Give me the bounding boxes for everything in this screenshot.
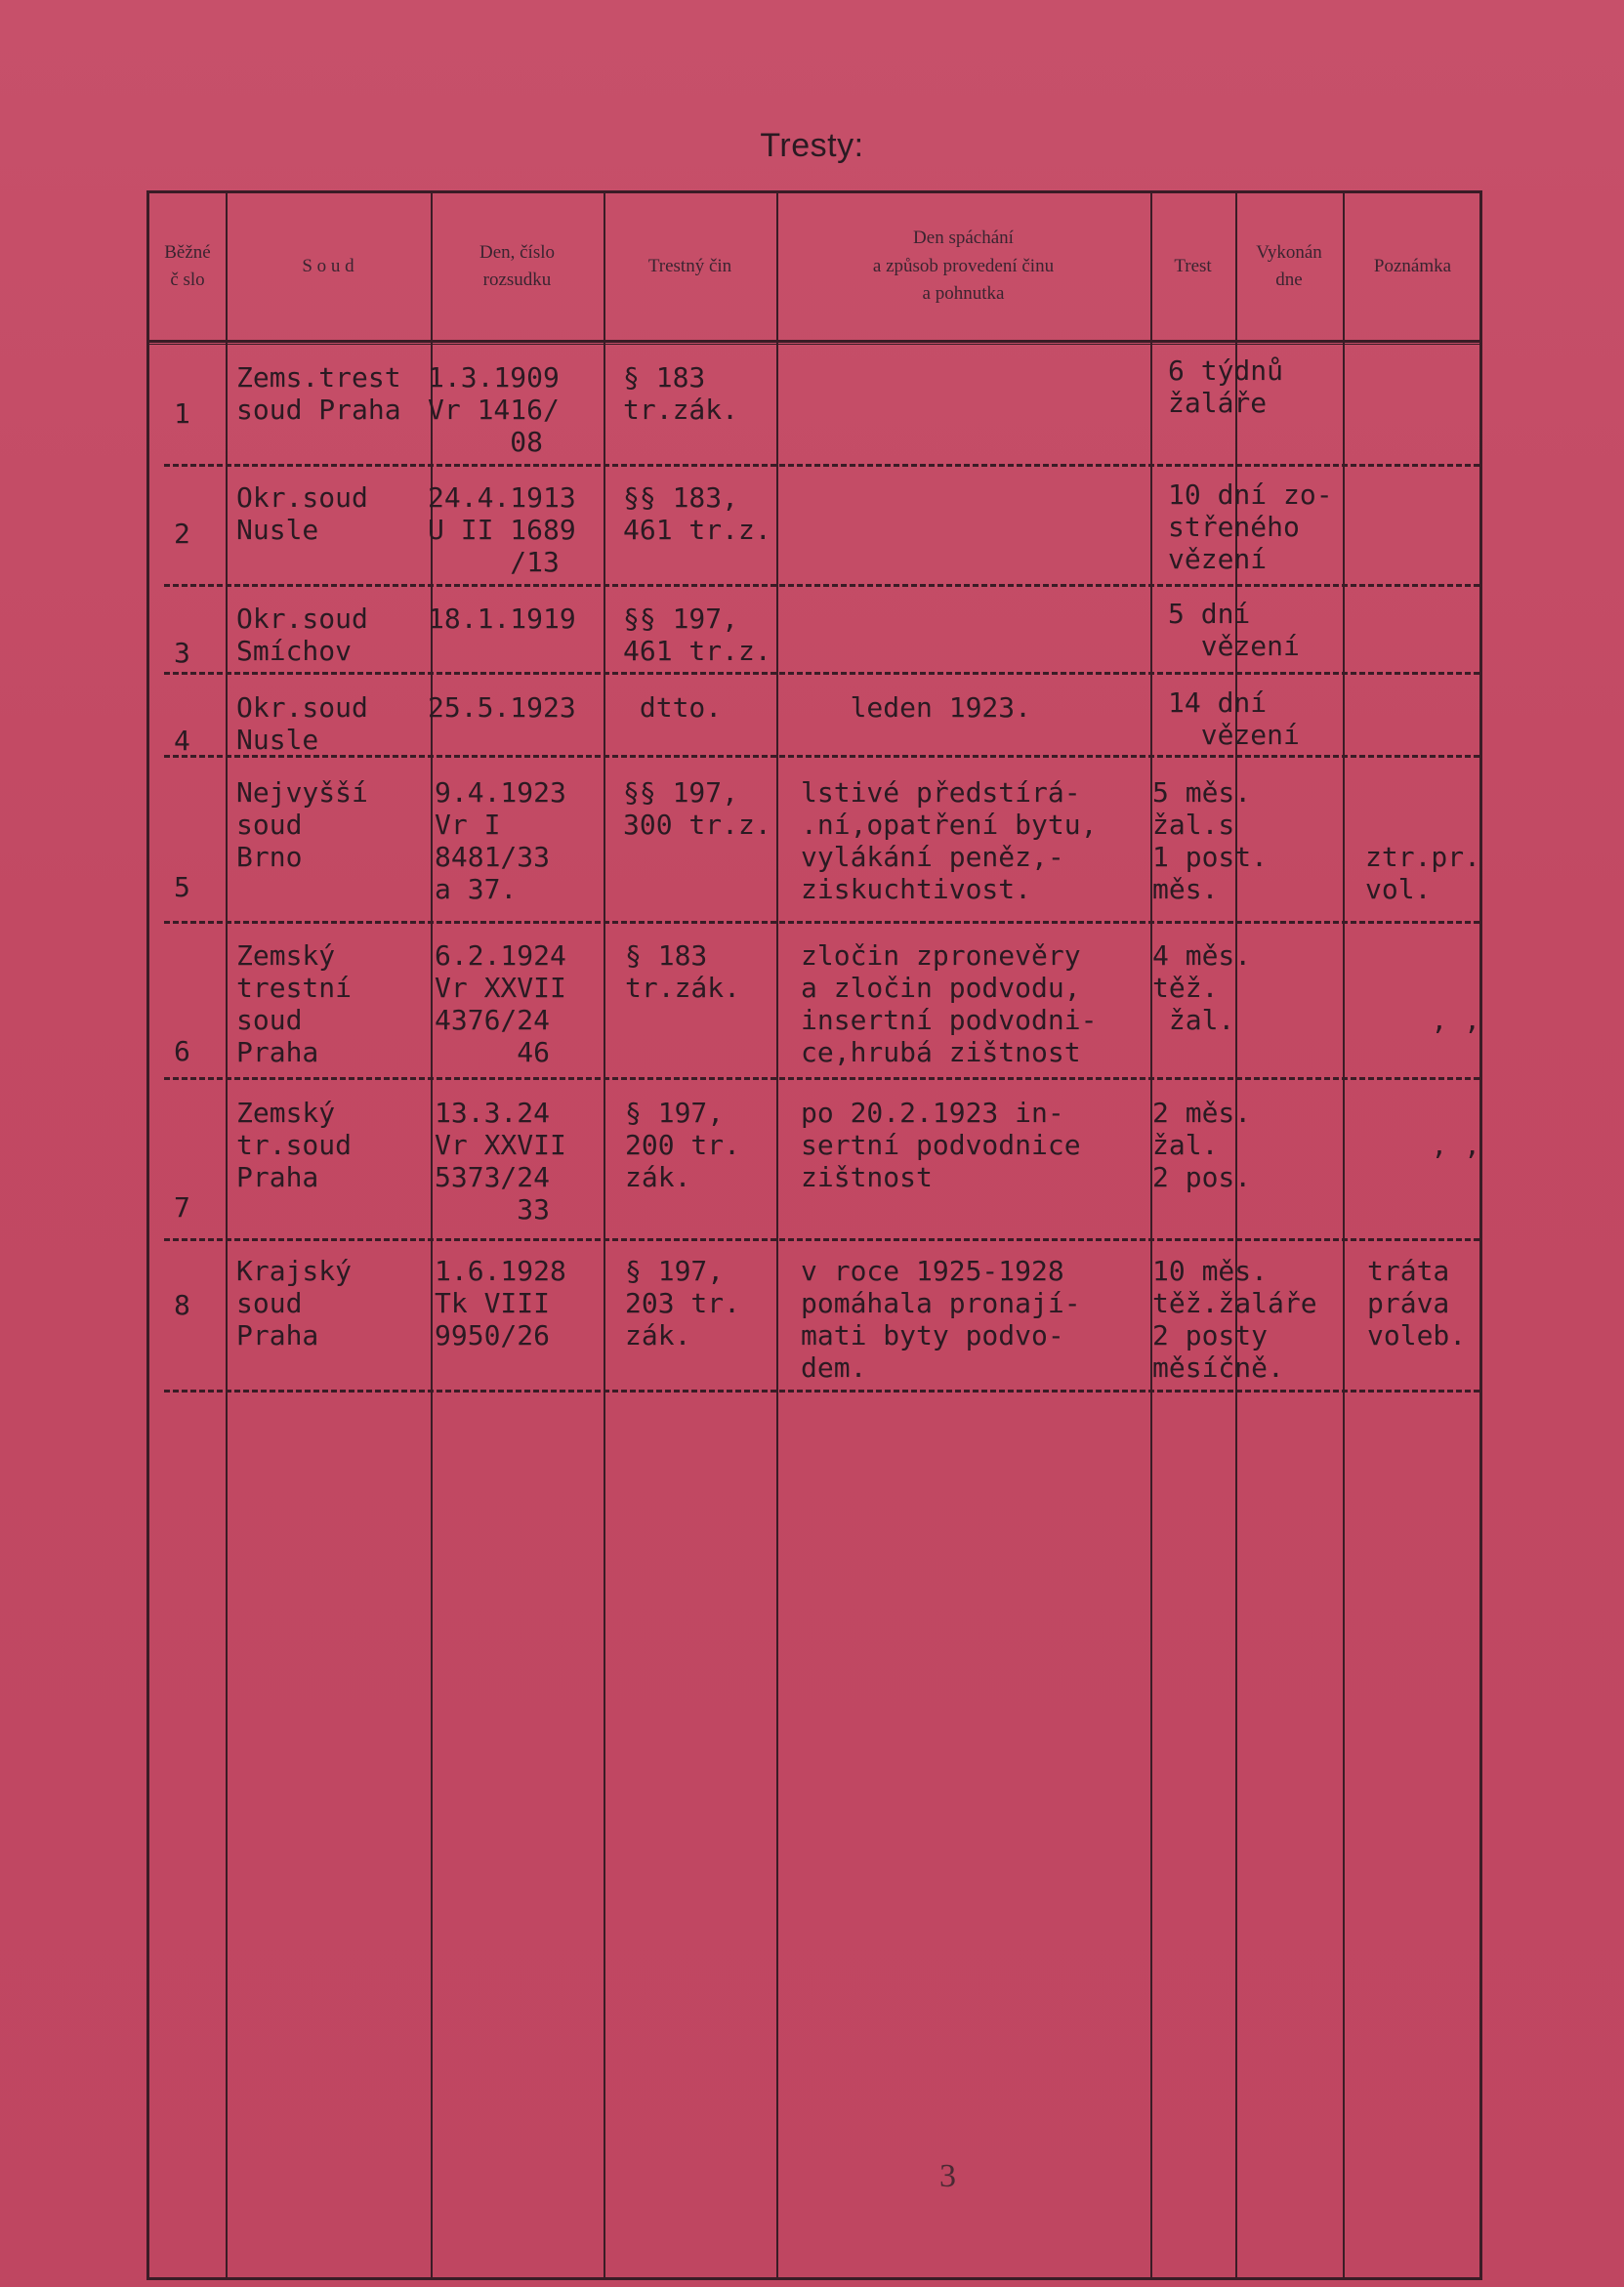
cell-zpusob: lstivé předstírá- .ní,opatření bytu, vylákání peněz,- ziskuchtivost.: [801, 776, 1098, 905]
cell-zpusob: leden 1923.: [801, 691, 1032, 724]
cell-trestny-cin: § 197, 203 tr. zák.: [625, 1255, 741, 1351]
header-den-spachani: Den spáchání a způsob provedení činu a pohnutka: [872, 228, 1055, 305]
cell-den-rozsudku: 18.1.1919: [428, 603, 576, 635]
row-separator: [164, 584, 1479, 587]
page-title: Tresty:: [760, 127, 864, 164]
cell-poznamka: tráta práva voleb.: [1367, 1255, 1467, 1351]
header-soud: S o u d: [302, 255, 354, 276]
header-trest: Trest: [1174, 255, 1212, 276]
cell-poznamka: ztr.pr. vol.: [1365, 841, 1481, 905]
cell-soud: Zems.trest soud Praha: [236, 361, 401, 426]
row-separator: [164, 1238, 1479, 1241]
row-number: 8: [174, 1289, 190, 1321]
cell-soud: Okr.soud Nusle: [236, 481, 368, 546]
cell-soud: Zemský trestní soud Praha: [236, 939, 353, 1068]
row-number: 2: [174, 518, 190, 550]
header-trestny-cin: Trestný čin: [647, 255, 732, 276]
header-poznamka: Poznámka: [1373, 255, 1452, 276]
column-divider: [776, 193, 778, 2277]
cell-trestny-cin: § 183 tr.zák.: [623, 361, 739, 426]
row-number: 4: [174, 725, 190, 757]
cell-trest: 10 dní zo- střeného vězení: [1168, 478, 1333, 575]
row-separator: [164, 464, 1479, 467]
row-number: 1: [174, 397, 190, 430]
header-poradove-cislo: Běžné č slo: [164, 241, 211, 290]
column-divider: [226, 193, 228, 2277]
cell-trestny-cin: §§ 197, 300 tr.z.: [623, 776, 771, 841]
cell-soud: Zemský tr.soud Praha: [236, 1097, 353, 1193]
cell-trest: 5 měs. žal.s 1 post. měs.: [1152, 776, 1269, 905]
cell-zpusob: zločin zpronevěry a zločin podvodu, insertní podvodni- ce,hrubá zištnost: [801, 939, 1098, 1068]
cell-soud: Okr.soud Smíchov: [236, 603, 368, 667]
row-separator: [164, 1077, 1479, 1080]
cell-soud: Okr.soud Nusle: [236, 691, 368, 756]
cell-trest: 10 měs. těž.žaláře 2 posty měsíčně.: [1152, 1255, 1317, 1384]
cell-zpusob: po 20.2.1923 in- sertní podvodnice zištnost: [801, 1097, 1081, 1193]
header-rule: [149, 340, 1479, 343]
column-divider: [1150, 193, 1152, 2277]
row-separator: [164, 1390, 1479, 1393]
cell-trest: 5 dní vězení: [1168, 598, 1300, 662]
cell-den-rozsudku: 9.4.1923 Vr I 8481/33 a 37.: [435, 776, 566, 905]
cell-den-rozsudku: 13.3.24 Vr XXVII 5373/24 33: [435, 1097, 566, 1226]
row-separator: [164, 672, 1479, 675]
row-number: 6: [174, 1035, 190, 1067]
cell-den-rozsudku: 1.6.1928 Tk VIII 9950/26: [435, 1255, 566, 1351]
cell-trestny-cin: § 183 tr.zák.: [625, 939, 741, 1004]
cell-trestny-cin: § 197, 200 tr. zák.: [625, 1097, 741, 1193]
row-number: 3: [174, 637, 190, 669]
cell-den-rozsudku: 6.2.1924 Vr XXVII 4376/24 46: [435, 939, 566, 1068]
header-rule: [149, 344, 1479, 345]
column-divider: [604, 193, 605, 2277]
cell-den-rozsudku: 1.3.1909 Vr 1416/ 08: [428, 361, 560, 458]
cell-zpusob: v roce 1925-1928 pomáhala pronají- mati byty podvo- dem.: [801, 1255, 1081, 1384]
cell-trestny-cin: §§ 197, 461 tr.z.: [623, 603, 771, 667]
row-number: 7: [174, 1191, 190, 1224]
cell-trest: 4 měs. těž. žal.: [1152, 939, 1252, 1036]
cell-trest: 6 týdnů žaláře: [1168, 354, 1284, 419]
cell-trestny-cin: §§ 183, 461 tr.z.: [623, 481, 771, 546]
page-mark: 3: [939, 2158, 956, 2194]
row-number: 5: [174, 871, 190, 903]
cell-poznamka: , ,: [1431, 1129, 1481, 1161]
cell-den-rozsudku: 24.4.1913 U II 1689 /13: [428, 481, 576, 578]
cell-trest: 2 měs. žal. 2 pos.: [1152, 1097, 1252, 1193]
header-den-cislo-rozsudku: Den, číslo rozsudku: [479, 241, 556, 290]
cell-soud: Nejvyšší soud Brno: [236, 776, 368, 873]
cell-trestny-cin: dtto.: [623, 691, 723, 724]
column-divider: [1343, 193, 1345, 2277]
cell-den-rozsudku: 25.5.1923: [428, 691, 576, 724]
row-separator: [164, 921, 1479, 924]
header-vykonan-dne: Vykonán dne: [1256, 241, 1322, 290]
cell-soud: Krajský soud Praha: [236, 1255, 353, 1351]
cell-poznamka: , ,: [1431, 1004, 1481, 1036]
cell-trest: 14 dní vězení: [1168, 686, 1300, 751]
